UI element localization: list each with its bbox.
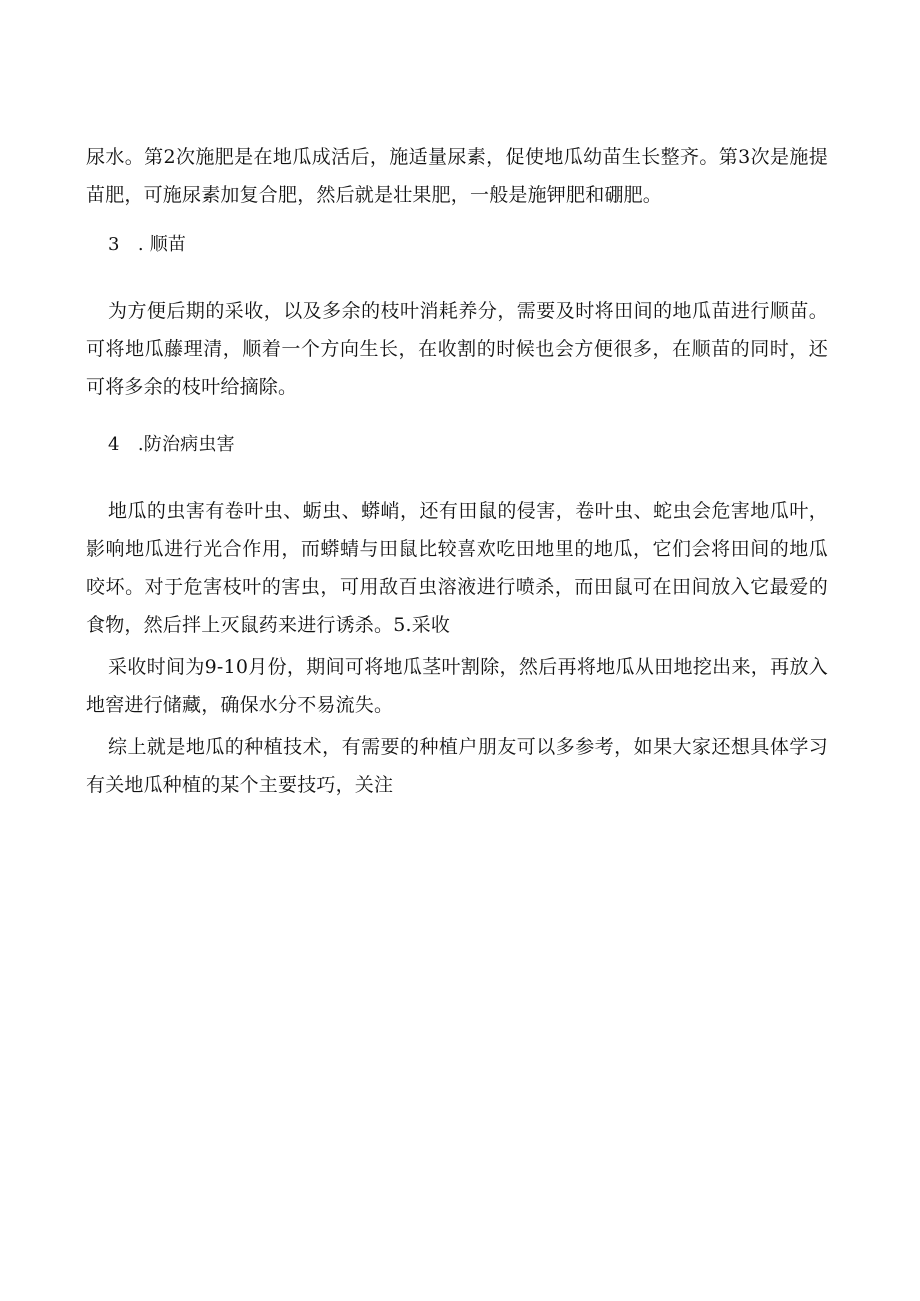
paragraph-summary: 综上就是地瓜的种植技术，有需要的种植户朋友可以多参考，如果大家还想具体学习有关地瓜种植的某个主要技巧，关注 xyxy=(86,736,828,796)
paragraph-pest-control: 地瓜的虫害有卷叶虫、蛎虫、蟒峭，还有田鼠的侵害，卷叶虫、蛇虫会危害地瓜叶，影响地瓜进行光合作用，而蟒蜻与田鼠比较喜欢吃田地里的地瓜，它们会将田间的地瓜咬坏。对于危害枝叶的害虫，可用敌百虫溶液进行喷杀，而田鼠可在田间放入它最爱的食物，然后拌上灭鼠药来进行诱杀。5.采收 xyxy=(86,500,828,636)
section-heading-pest-control: 4 .防治病虫害 xyxy=(108,434,235,455)
paragraph-fertilizing-continued: 尿水。第2次施肥是在地瓜成活后，施适量尿素，促使地瓜幼苗生长整齐。第3次是施提苗肥，可施尿素加复合肥，然后就是壮果肥，一般是施钾肥和硼肥。 xyxy=(86,146,828,206)
section-heading-thinning: 3 . 顺苗 xyxy=(108,234,187,255)
paragraph-harvest: 采收时间为9-10月份，期间可将地瓜茎叶割除，然后再将地瓜从田地挖出来，再放入地窖进行储藏，确保水分不易流失。 xyxy=(86,656,828,716)
document-body xyxy=(86,138,828,804)
paragraph-thinning: 为方便后期的采收，以及多余的枝叶消耗养分，需要及时将田间的地瓜苗进行顺苗。可将地瓜藤理清，顺着一个方向生长，在收割的时候也会方便很多，在顺苗的同时，还可将多余的枝叶给摘除。 xyxy=(86,300,828,398)
